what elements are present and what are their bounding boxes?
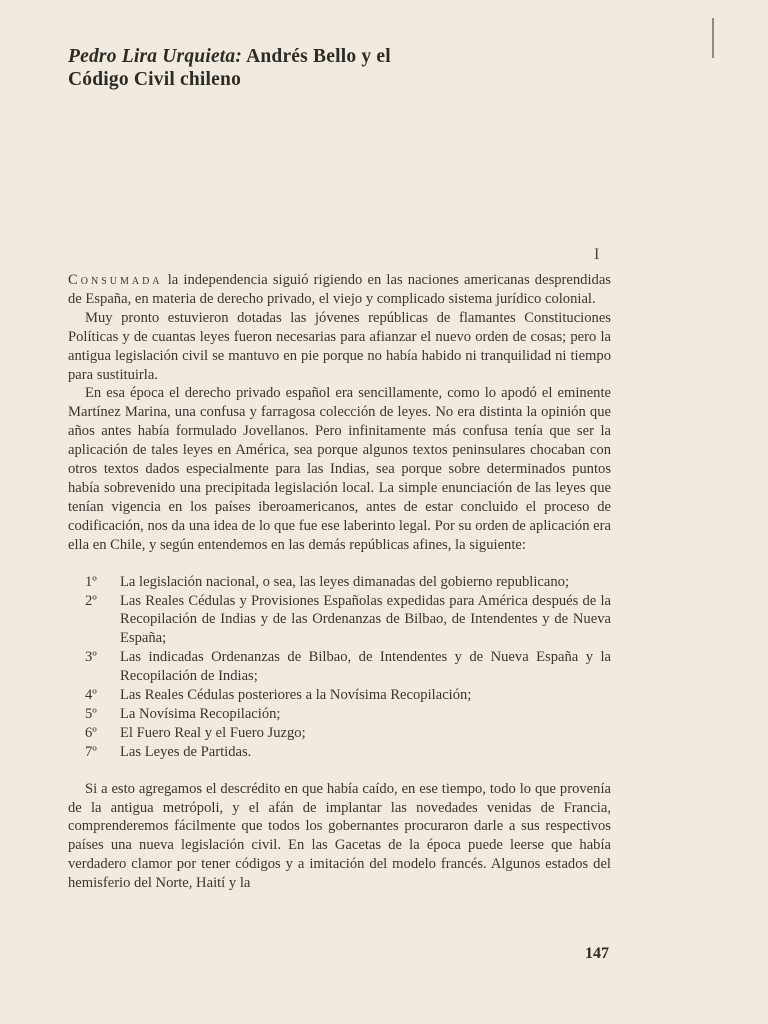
legislation-list [68, 573, 611, 762]
list-item-text: La legislación nacional, o sea, las leyes dimanadas del gobierno republicano; [120, 573, 570, 590]
list-item [68, 686, 611, 705]
paragraph-1-text: la independencia siguió rigiendo en las naciones americanas desprendidas de España, en materia de derecho privado, el viejo y complicado sistema jurídico colonial. [68, 272, 611, 307]
paragraph-2: Muy pronto estuvieron dotadas las jóvenes repúblicas de flamantes Constituciones Políticas y de cuantas leyes fueron necesarias para afianzar el nuevo orden de cosas; pero la antigua legislación civil se mantuvo en pie porque no había habido ni tranquilidad ni tiempo para sustituirla. [68, 309, 611, 383]
title-work-line1: Andrés Bello y el [246, 46, 391, 67]
paragraph-3: En esa época el derecho privado español era sencillamente, como lo apodó el eminente Martínez Marina, una confusa y farragosa colección de leyes. No era distinta la opinión que años antes había formulado Jovellanos. Pero infinitamente más confusa tenía que ser la aplicación de tales leyes en América, sea porque algunos textos peninsulares chocaban con otros textos dados especialmente para las Indias, sea porque sobre determinados puntos había sobrevenido una precipitada legislación local. La simple enunciación de las leyes que tenían vigencia en los países iberoamericanos, antes de estar concluido el proceso de codificación, nos da una idea de lo que fue ese laberinto legal. Por su orden de aplicación era ella en Chile, y según entendemos en las demás repúblicas afines, la siguiente: [68, 385, 611, 553]
list-item-number: 5º [85, 705, 97, 722]
paragraph-1-lead-smallcaps: Consumada [68, 272, 163, 288]
title-work-line2: Código Civil chileno [68, 69, 242, 90]
list-item-number: 7º [85, 743, 97, 760]
list-item [68, 573, 611, 592]
list-item [68, 592, 611, 649]
title-author: Pedro Lira Urquieta: [68, 46, 243, 67]
paragraph-4: Si a esto agregamos el descrédito en que había caído, en ese tiempo, todo lo que provenía de la antigua metrópoli, y el afán de implantar las novedades venidas de Francia, comprenderemos fácilmente que todos los gobernantes procuraron darle a sus respectivos países una nueva legislación civil. En las Gacetas de la época puede leerse que había verdadero clamor por tener códigos y a imitación del modelo francés. Algunos estados del hemisferio del Norte, Haití y la [68, 780, 611, 892]
paragraph-1 [68, 271, 611, 309]
list-item-number: 2º [85, 592, 97, 609]
list-item-text: Las Reales Cédulas y Provisiones Españolas expedidas para América después de la Recopilación de Indias y de las Ordenanzas de Bilbao, de Intendentes y de Nueva España; [120, 592, 611, 647]
list-item-text: La Novísima Recopilación; [120, 705, 281, 722]
list-item [68, 743, 611, 762]
list-item-text: El Fuero Real y el Fuero Juzgo; [120, 724, 306, 741]
list-item [68, 724, 611, 743]
section-number: I [594, 246, 600, 263]
article-title [68, 45, 528, 91]
list-item-text: Las indicadas Ordenanzas de Bilbao, de Intendentes y de Nueva España y la Recopilación de Indias; [120, 649, 611, 685]
list-item-number: 4º [85, 687, 97, 704]
list-item-number: 3º [85, 649, 97, 666]
page-number: 147 [585, 945, 609, 962]
body-text [68, 271, 611, 893]
list-item-number: 1º [85, 573, 97, 590]
list-item [68, 648, 611, 686]
list-item-text: Las Reales Cédulas posteriores a la Novísima Recopilación; [120, 687, 472, 704]
list-item [68, 705, 611, 724]
list-item-text: Las Leyes de Partidas. [120, 743, 252, 760]
list-item-number: 6º [85, 724, 97, 741]
margin-pencil-mark [712, 18, 714, 58]
